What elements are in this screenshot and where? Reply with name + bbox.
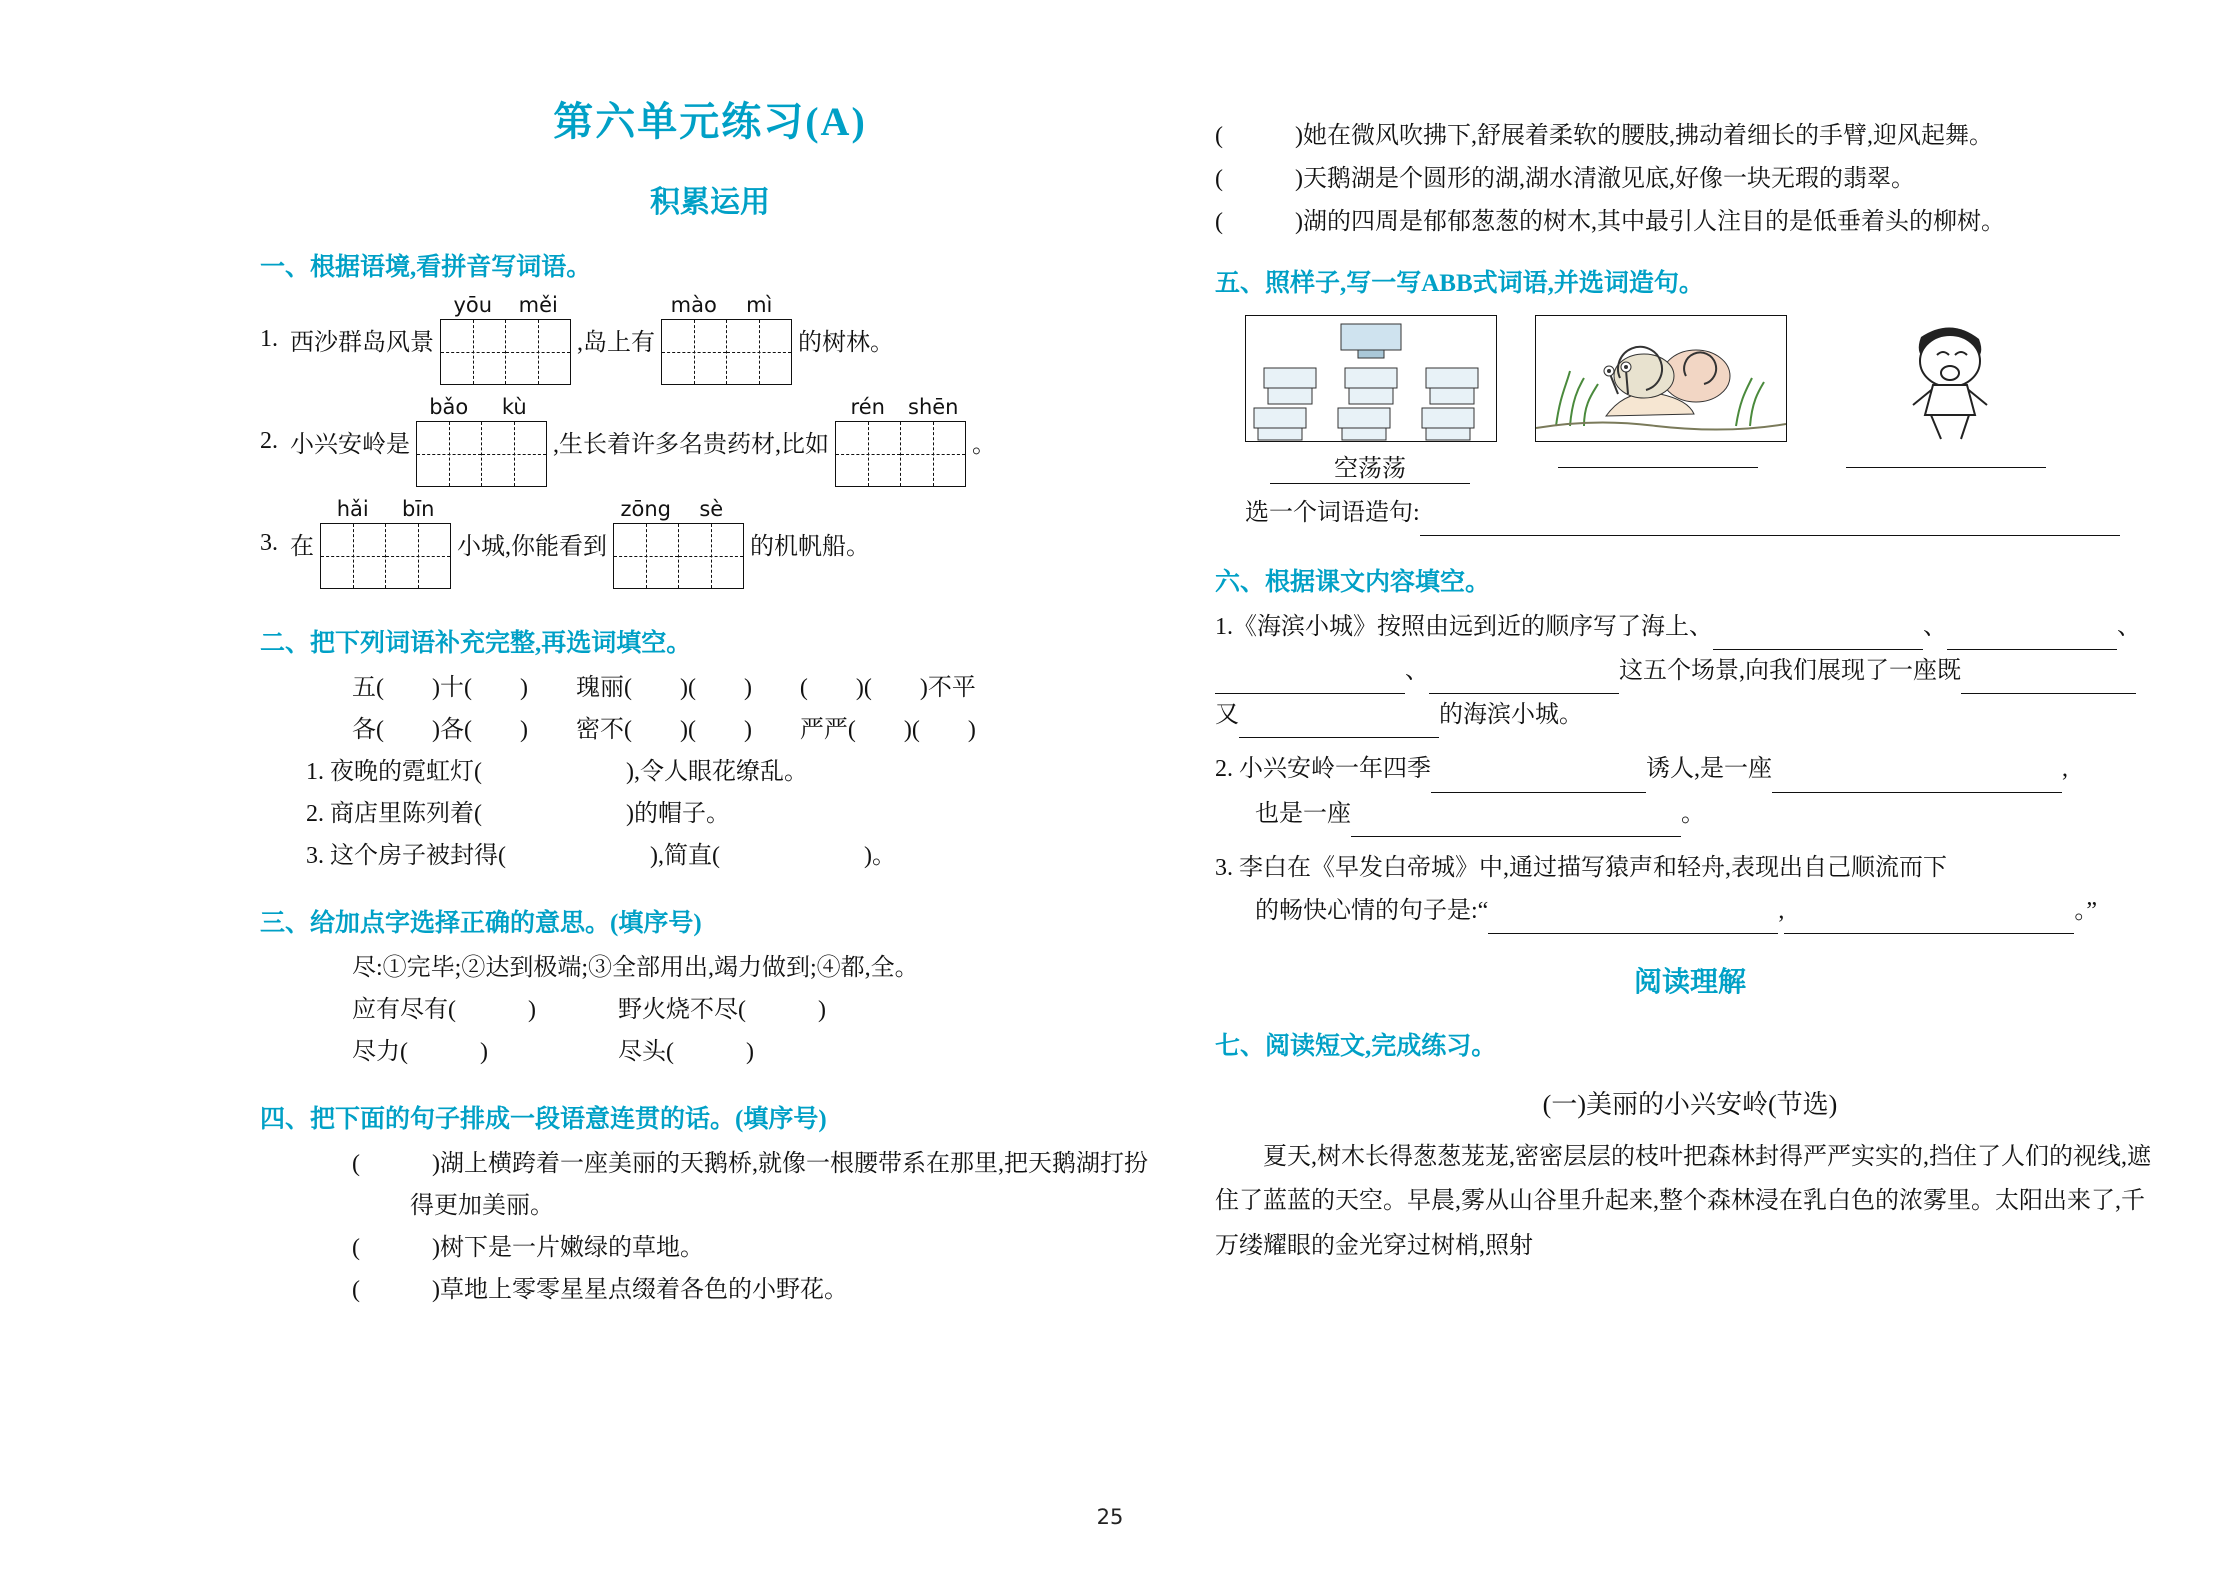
q5-sentence-blank[interactable] [1420,492,2120,536]
q6-item-1 [1215,606,2165,739]
q1-row-1-number: 1. [260,325,278,352]
q1-row-1-grid-a [440,293,571,385]
question-7-heading: 七、阅读短文,完成练习。 [1215,1033,1497,1061]
left-column [260,0,1160,1571]
snail-illustration [1536,316,1786,441]
question-5-heading: 五、照样子,写一写ABB式词语,并选词造句。 [1215,269,1704,297]
q1-row-3-text-after: 的机帆船。 [750,533,870,560]
page-number: 25 [1096,1505,1124,1529]
q6-item-2 [1215,748,2165,836]
q6-item-3-text-a: 3. 李白在《早发白帝城》中,通过描写猿声和轻舟,表现出自己顺流而下 [1215,854,1947,881]
q6-item-1-text-a: 1.《海滨小城》按照由远到近的顺序写了海上、 [1215,613,1713,640]
q4-item-6: ( )湖的四周是郁郁葱葱的树木,其中最引人注目的是低垂着头的柳树。 [1215,209,2005,236]
q4-item-1: ( )湖上横跨着一座美丽的天鹅桥,就像一根腰带系在那里,把天鹅湖打扮得更加美丽。 [352,1151,1148,1219]
q3-item-left-2: 尽力( ) [352,1039,488,1065]
classroom-illustration [1246,316,1496,441]
q4-item-3: ( )草地上零零星星点缀着各色的小野花。 [352,1277,848,1303]
q6-item-2-text-a: 2. 小兴安岭一年四季 [1215,756,1431,783]
q6-item-2-text-c: , [2062,756,2068,783]
question-6-heading: 六、根据课文内容填空。 [1215,568,1491,596]
q5-sentence-prompt [1245,492,2165,536]
crying-boy-illustration [1825,315,2075,440]
page-title: 第六单元练习(A) [553,99,867,144]
q1-row-3-text-before: 在 [290,533,314,560]
q5-caption-3-blank[interactable] [1846,467,2046,468]
q1-row-3-grid-a [320,497,451,589]
q6-blank-1[interactable] [1713,606,1923,650]
pinyin: mào [670,293,717,317]
q1-row-2-grid-b [835,395,966,487]
q1-row-2-grid-a [416,395,547,487]
q3-item-left-1: 应有尽有( ) [352,997,536,1023]
q6-blank-3[interactable] [1215,650,1405,694]
boy-picture [1825,315,2075,440]
pinyin: hǎi [336,497,369,521]
q6-item-2-text-d: 也是一座 [1255,800,1351,827]
question-3-heading: 三、给加点字选择正确的意思。(填序号) [260,910,702,937]
q6-item-1-text-d: 、 [1405,657,1429,684]
q1-row-1 [260,293,1160,385]
q5-caption-row [1245,448,2165,484]
q6-blank-4[interactable] [1429,650,1619,694]
q1-row-1-text-mid: ,岛上有 [577,329,655,356]
q6-blank-7[interactable] [1431,748,1646,792]
pinyin: měi [518,293,558,317]
pinyin: bīn [402,497,435,521]
q6-blank-2[interactable] [1947,606,2117,650]
q6-item-3-text-c: , [1778,897,1785,924]
q1-row-3-text-mid: 小城,你能看到 [457,533,607,560]
q6-item-1-text-g: 的海滨小城。 [1439,702,1583,729]
section-heading-reading: 阅读理解 [1633,967,1746,999]
q6-item-2-text-e: 。 [1681,800,1705,827]
q5-caption-1 [1245,448,1495,484]
pinyin: sè [699,497,724,521]
q3-pair-2 [352,1031,1160,1073]
q6-item-1-text-e: 这五个场景,向我们展现了一座既 [1619,657,1961,684]
q6-blank-10[interactable] [1488,890,1778,934]
q1-row-3-grid-b [613,497,744,589]
pinyin: zōng [620,497,671,521]
q1-row-1-grid-b [661,293,792,385]
q6-blank-8[interactable] [1772,748,2062,792]
pinyin: bǎo [429,395,469,419]
q1-row-2-number: 2. [260,427,278,454]
q1-row-3 [260,497,1160,589]
q5-caption-2[interactable] [1533,448,1783,484]
q1-row-1-text-before: 西沙群岛风景 [290,329,434,356]
q6-item-2-text-b: 诱人,是一座 [1646,756,1772,783]
section-heading-accumulation: 积累运用 [650,186,770,219]
q2-item-2: 2. 商店里陈列着( )的帽子。 [306,801,730,827]
q6-item-3-text-b: 的畅快心情的句子是:“ [1255,897,1489,924]
q6-blank-6[interactable] [1239,694,1439,738]
pinyin: shēn [908,395,959,419]
q6-blank-9[interactable] [1351,793,1681,837]
q6-item-3 [1215,847,2165,934]
q1-row-2-text-before: 小兴安岭是 [290,431,410,458]
q6-item-1-text-b: 、 [1923,613,1947,640]
pinyin: kù [501,395,527,419]
q6-blank-5[interactable] [1961,650,2136,694]
q2-fill-line-2: 各( )各( ) 密不( )( ) 严严( )( ) [352,717,976,743]
question-2-heading: 二、把下列词语补充完整,再选词填空。 [260,630,692,657]
q6-blank-11[interactable] [1784,890,2074,934]
pinyin: mì [746,293,773,317]
q1-row-3-number: 3. [260,529,278,556]
passage-title: (一)美丽的小兴安岭(节选) [1542,1090,1838,1120]
q2-item-1: 1. 夜晚的霓虹灯( ),令人眼花缭乱。 [306,759,808,785]
q1-row-2-text-after: 。 [972,431,996,458]
q5-caption-1-text: 空荡荡 [1270,448,1470,484]
q3-item-right-1: 野火烧不尽( ) [618,997,826,1023]
pinyin: yōu [453,293,493,317]
q1-row-1-text-after: 的树林。 [798,329,894,356]
q1-row-2-text-mid: ,生长着许多名贵药材,比如 [553,431,829,458]
q4-item-5: ( )天鹅湖是个圆形的湖,湖水清澈见底,好像一块无瑕的翡翠。 [1215,166,1915,193]
q1-row-2 [260,395,1160,487]
q4-item-4: ( )她在微风吹拂下,舒展着柔软的腰肢,拂动着细长的手臂,迎风起舞。 [1215,123,1993,149]
question-1-heading: 一、根据语境,看拼音写词语。 [260,254,592,281]
q2-item-3: 3. 这个房子被封得( ),简直( )。 [306,843,896,869]
question-4-heading: 四、把下面的句子排成一段语意连贯的话。(填序号) [260,1106,827,1133]
snail-picture [1535,315,1787,442]
q3-pair-1 [352,989,1160,1031]
q2-fill-line-1: 五( )十( ) 瑰丽( )( ) ( )( )不平 [352,675,976,701]
q3-meanings: 尽:①完毕;②达到极端;③全部用出,竭力做到;④都,全。 [352,955,919,981]
pinyin: rén [850,395,885,419]
classroom-picture [1245,315,1497,442]
q5-picture-row [1245,315,2165,442]
q4-item-2: ( )树下是一片嫩绿的草地。 [352,1235,704,1261]
q6-item-3-text-d: 。” [2074,897,2097,924]
q5-caption-2-blank[interactable] [1558,467,1758,468]
q3-item-right-2: 尽头( ) [618,1039,754,1065]
right-column [1215,0,2165,1571]
q5-caption-3[interactable] [1821,448,2071,484]
q6-item-1-text-f: 又 [1215,702,1239,729]
q6-item-1-text-c: 、 [2117,613,2141,640]
passage-text: 夏天,树木长得葱葱茏茏,密密层层的枝叶把森林封得严严实实的,挡住了人们的视线,遮住了蓝蓝的天空。早晨,雾从山谷里升起来,整个森林浸在乳白色的浓雾里。太阳出来了,千万缕耀眼的金光穿过树梢,照射 [1215,1144,2151,1259]
q5-prompt-label: 选一个词语造句: [1245,499,1420,526]
